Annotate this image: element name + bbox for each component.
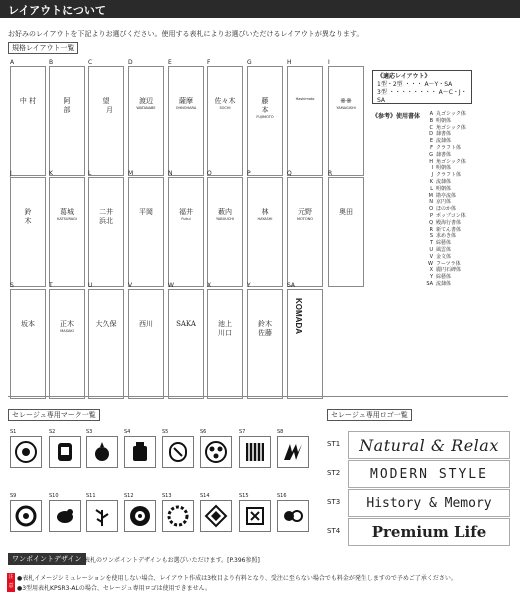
leaf-icon bbox=[166, 440, 190, 464]
layout-card-f[interactable] bbox=[207, 66, 243, 176]
reference-font-name: 綜藝体 bbox=[436, 240, 452, 247]
marks-section-title: セレージュ専用マーク一覧 bbox=[8, 409, 100, 421]
layout-card-k[interactable] bbox=[49, 177, 85, 287]
bottle-icon bbox=[128, 440, 152, 464]
layout-code-label: E bbox=[168, 59, 172, 66]
layout-card-q[interactable] bbox=[287, 177, 323, 287]
layout-code-label: O bbox=[207, 170, 212, 177]
reference-font-item bbox=[424, 118, 451, 124]
layout-card-p[interactable] bbox=[247, 177, 283, 287]
layout-sample-text: ※※ bbox=[340, 97, 352, 105]
layout-card-n[interactable] bbox=[168, 177, 204, 287]
reference-code: C bbox=[429, 124, 433, 131]
mark-s16[interactable] bbox=[277, 500, 309, 532]
reference-code: Q bbox=[429, 219, 433, 226]
notice-line-2: ●3型用表札KPSR3-ALの場合、セレージュ専用ロゴは使用できません。 bbox=[17, 585, 212, 592]
reference-font-item bbox=[424, 111, 466, 117]
layout-code-label: N bbox=[168, 170, 173, 177]
layout-sample-roman: KATSURAGI bbox=[57, 217, 77, 221]
layout-code-label: I bbox=[328, 59, 330, 66]
wreath-icon bbox=[166, 504, 190, 528]
layout-card-a[interactable] bbox=[10, 66, 46, 176]
mark-code-label: S13 bbox=[162, 493, 172, 499]
layout-card-sa[interactable] bbox=[287, 289, 323, 399]
reference-font-name: クラフト体 bbox=[436, 145, 462, 151]
applicable-title: 《適応レイアウト》 bbox=[377, 73, 431, 80]
layout-code-label: P bbox=[247, 170, 251, 177]
logo-text: Natural & Relax bbox=[359, 436, 499, 455]
layout-code-label: F bbox=[207, 59, 211, 66]
logo-st3[interactable] bbox=[348, 489, 510, 517]
mark-s14[interactable] bbox=[200, 500, 232, 532]
reference-code: V bbox=[429, 253, 433, 260]
reference-code: H bbox=[429, 158, 433, 165]
notice-badge: 注意 bbox=[7, 573, 15, 592]
reference-code: D bbox=[429, 131, 433, 138]
reference-font-name: 明朝体 bbox=[436, 165, 452, 172]
layout-sample-roman: MOTONO bbox=[296, 217, 314, 221]
flowers-icon bbox=[281, 504, 305, 528]
layout-card-g[interactable] bbox=[247, 66, 283, 176]
reference-font-item bbox=[424, 152, 451, 158]
layout-sample-text: 佐々木 bbox=[214, 97, 236, 105]
logos-section-title: セレージュ専用ロゴ一覧 bbox=[327, 409, 412, 421]
applicable-line-2: 3型 ・・・・・・・・ A～C・J・SA bbox=[377, 89, 467, 104]
reference-font-name: 角ゴシック体 bbox=[436, 124, 466, 131]
reference-font-name: 求めき体 bbox=[436, 233, 457, 240]
mark-code-label: S1 bbox=[10, 429, 17, 435]
layout-sample-text: 坂本 bbox=[21, 320, 35, 328]
reference-code: X bbox=[429, 267, 433, 274]
reference-font-name: 明朝体 bbox=[436, 185, 452, 192]
reference-code: E bbox=[429, 138, 433, 145]
mark-s15[interactable] bbox=[239, 500, 271, 532]
layout-code-label: R bbox=[328, 170, 333, 177]
reference-font-item bbox=[424, 125, 466, 131]
reference-title: 《参考》使用書体 bbox=[372, 113, 421, 120]
mark-code-label: S5 bbox=[162, 429, 169, 435]
dots-icon bbox=[204, 440, 228, 464]
layout-card-u[interactable] bbox=[88, 289, 124, 399]
reference-font-item bbox=[424, 159, 466, 165]
layout-code-label: S bbox=[10, 282, 14, 289]
notice-line-1: ●表札イメージシミュレーションを使用しない場合、レイアウト作成は3枚目より有料となり、受注に至らない場合でも料金が発生しますので予めご了承ください。 bbox=[17, 575, 457, 582]
logo-st1[interactable] bbox=[348, 431, 510, 459]
layout-sample-text: SAKA bbox=[176, 320, 196, 328]
layout-sample-text: 二井 浜北 bbox=[99, 208, 113, 225]
reference-font-name: フーツラ体 bbox=[436, 260, 461, 267]
reference-font-item bbox=[424, 261, 461, 267]
reference-code: P bbox=[429, 213, 433, 219]
layout-sample-text: 正木 bbox=[60, 320, 74, 328]
reference-font-name: 京円体 bbox=[436, 199, 452, 206]
layout-sample-text: 中 村 bbox=[19, 97, 37, 105]
reference-code: B bbox=[429, 117, 433, 124]
reference-code: M bbox=[428, 192, 433, 199]
layout-code-label: Y bbox=[247, 282, 251, 289]
layout-sample-text: 薮内 bbox=[218, 208, 232, 216]
reference-font-item bbox=[424, 213, 466, 219]
reference-font-name: 丸ゴシック体 bbox=[436, 111, 466, 117]
layout-code-label: X bbox=[207, 282, 212, 289]
layout-code-label: C bbox=[88, 59, 93, 66]
reference-font-name: 麗円石碑体 bbox=[436, 267, 462, 274]
reference-font-name: ポップコン体 bbox=[436, 213, 466, 219]
reference-code: J bbox=[431, 172, 433, 179]
bird-icon bbox=[53, 504, 77, 528]
layout-sample-text: 池上 川口 bbox=[218, 320, 232, 337]
layout-card-d[interactable] bbox=[128, 66, 164, 176]
layout-code-label: H bbox=[287, 59, 292, 66]
logo-text: History & Memory bbox=[366, 496, 492, 511]
layout-card-s[interactable] bbox=[10, 289, 46, 399]
logo-st2[interactable] bbox=[348, 460, 510, 488]
reference-font-name: 流隷体 bbox=[436, 281, 452, 287]
layout-card-r[interactable] bbox=[328, 177, 364, 287]
layout-sample-text: 奥田 bbox=[339, 208, 353, 216]
wave-icon bbox=[281, 440, 305, 464]
reference-font-item bbox=[424, 186, 451, 192]
layout-code-label: SA bbox=[287, 282, 296, 289]
layout-sample-text: 西川 bbox=[139, 320, 153, 328]
logo-code-label: ST4 bbox=[327, 527, 341, 535]
layout-sample-roman: SOCHI bbox=[219, 106, 231, 110]
layout-section-title: 規格レイアウト一覧 bbox=[8, 42, 78, 54]
reference-font-item bbox=[424, 233, 456, 239]
reference-font-item bbox=[424, 172, 461, 178]
mark-s11[interactable] bbox=[86, 500, 118, 532]
reference-code: T bbox=[429, 240, 433, 247]
layout-sample-roman: WATANABE bbox=[136, 106, 156, 110]
ring-icon bbox=[14, 504, 38, 528]
reference-font-name: 隷書体 bbox=[436, 151, 452, 158]
reference-code: S bbox=[429, 233, 433, 240]
applicable-layout-box bbox=[372, 70, 472, 104]
layout-card-e[interactable] bbox=[168, 66, 204, 176]
mark-code-label: S6 bbox=[200, 429, 207, 435]
layout-code-label: B bbox=[49, 59, 54, 66]
reference-font-name: 隷書体 bbox=[436, 131, 452, 138]
mark-s4[interactable] bbox=[124, 436, 156, 468]
layout-sample-text: 元野 bbox=[298, 208, 312, 216]
layout-card-m[interactable] bbox=[128, 177, 164, 287]
onepoint-section-title: ワンポイントデザイン bbox=[8, 553, 86, 565]
layout-sample-roman: Hashimoto bbox=[295, 97, 315, 101]
reference-font-name: 風雲体 bbox=[436, 247, 452, 253]
mark-code-label: S14 bbox=[200, 493, 210, 499]
reference-code: K bbox=[429, 179, 433, 185]
reference-font-item bbox=[424, 267, 461, 273]
mark-code-label: S16 bbox=[277, 493, 287, 499]
layout-card-o[interactable] bbox=[207, 177, 243, 287]
mark-code-label: S8 bbox=[277, 429, 284, 435]
reference-font-item bbox=[424, 254, 451, 260]
logo-text: MODERN STYLE bbox=[370, 467, 488, 482]
layout-sample-text: 望 月 bbox=[102, 97, 113, 114]
layout-sample-roman: MASAKI bbox=[60, 329, 74, 333]
reference-font-name: 勘亭流体 bbox=[436, 192, 457, 199]
mark-code-label: S10 bbox=[49, 493, 59, 499]
reference-font-name: 角ゴシック体 bbox=[436, 158, 466, 165]
reference-font-name: 新てん書体 bbox=[436, 226, 462, 233]
layout-card-b[interactable] bbox=[49, 66, 85, 176]
layout-card-v[interactable] bbox=[128, 289, 164, 399]
reference-font-item bbox=[424, 131, 451, 137]
mark-code-label: S11 bbox=[86, 493, 96, 499]
layout-sample-text: 大久保 bbox=[95, 320, 117, 328]
reference-font-item bbox=[424, 138, 451, 144]
logo-st4[interactable] bbox=[348, 518, 510, 546]
diamond-icon bbox=[204, 504, 228, 528]
flower-icon bbox=[14, 440, 38, 464]
layout-card-c[interactable] bbox=[88, 66, 124, 176]
layout-sample-roman: OHNOHARA bbox=[175, 106, 197, 110]
mark-code-label: S9 bbox=[10, 493, 17, 499]
applicable-line-1: 1型・2型 ・・・ A～Y・SA bbox=[377, 81, 453, 88]
rose-icon bbox=[128, 504, 152, 528]
onepoint-note: 表札のワンポイントデザインもお選びいただけます。[P.396参照] bbox=[84, 557, 260, 564]
layout-sample-text: KOMADA bbox=[294, 298, 303, 334]
mark-s12[interactable] bbox=[124, 500, 156, 532]
layout-code-label: J bbox=[10, 170, 12, 177]
mark-code-label: S7 bbox=[239, 429, 246, 435]
layout-code-label: K bbox=[49, 170, 53, 177]
layout-sample-roman: Fukui bbox=[181, 217, 191, 221]
layout-code-label: W bbox=[168, 282, 174, 289]
reference-font-name: ほのか体 bbox=[436, 206, 457, 213]
logo-code-label: ST1 bbox=[327, 440, 341, 448]
mark-s13[interactable] bbox=[162, 500, 194, 532]
layout-sample-text: 藤 本 bbox=[261, 97, 269, 114]
fruit-icon bbox=[90, 440, 114, 464]
layout-card-t[interactable] bbox=[49, 289, 85, 399]
layout-sample-text: 渡辺 bbox=[139, 97, 153, 105]
layout-sample-text: 葛城 bbox=[60, 208, 74, 216]
layout-card-y[interactable] bbox=[247, 289, 283, 399]
reference-font-name: 明朝体 bbox=[436, 117, 452, 124]
logo-text: Premium Life bbox=[371, 523, 487, 541]
reference-font-item bbox=[424, 220, 461, 226]
layout-sample-text: 福井 bbox=[179, 208, 193, 216]
reference-font-item bbox=[424, 145, 461, 151]
layout-code-label: A bbox=[10, 59, 15, 66]
mark-code-label: S2 bbox=[49, 429, 56, 435]
mark-s9[interactable] bbox=[10, 500, 42, 532]
reference-font-item bbox=[424, 165, 451, 171]
layout-code-label: M bbox=[128, 170, 134, 177]
layout-code-label: L bbox=[88, 170, 92, 177]
reference-font-item bbox=[424, 274, 451, 280]
mark-s2[interactable] bbox=[49, 436, 81, 468]
branch-icon bbox=[90, 504, 114, 528]
page-title: レイアウトについて bbox=[8, 4, 106, 17]
reference-font-name: 綜藝体 bbox=[436, 274, 452, 281]
mark-code-label: S4 bbox=[124, 429, 131, 435]
reference-font-item bbox=[424, 193, 456, 199]
layout-sample-text: 鈴木 佐藤 bbox=[258, 320, 272, 337]
layout-sample-text: 阿 部 bbox=[63, 97, 71, 114]
reference-font-item bbox=[424, 227, 461, 233]
reference-code: Y bbox=[429, 274, 433, 281]
reference-font-item bbox=[424, 206, 456, 212]
jar-icon bbox=[53, 440, 77, 464]
mark-s8[interactable] bbox=[277, 436, 309, 468]
layout-sample-text: 林 bbox=[261, 208, 269, 216]
mark-s10[interactable] bbox=[49, 500, 81, 532]
reference-font-item bbox=[424, 247, 451, 253]
reference-code: SA bbox=[426, 281, 433, 287]
mark-s6[interactable] bbox=[200, 436, 232, 468]
layout-sample-text: 平岡 bbox=[139, 208, 153, 216]
intro-text: お好みのレイアウトを下記よりお選びください。使用する表札によりお選びいただけるレイアウトが異なります。 bbox=[8, 30, 364, 38]
reference-font-name: 殿海行書体 bbox=[436, 219, 462, 226]
layout-code-label: G bbox=[247, 59, 252, 66]
layout-sample-roman: FUJIMOTO bbox=[256, 115, 274, 119]
reference-code: W bbox=[428, 260, 433, 267]
reference-code: O bbox=[429, 206, 433, 213]
reference-code: U bbox=[429, 247, 433, 253]
layout-code-label: U bbox=[88, 282, 93, 289]
layout-card-h[interactable] bbox=[287, 66, 323, 176]
mark-s5[interactable] bbox=[162, 436, 194, 468]
layout-card-x[interactable] bbox=[207, 289, 243, 399]
mark-code-label: S12 bbox=[124, 493, 134, 499]
layout-sample-text: 鈴 木 bbox=[24, 208, 32, 225]
layout-code-label: T bbox=[49, 282, 53, 289]
reference-font-name: クラフト体 bbox=[436, 172, 462, 179]
layout-sample-roman: YABUUCHI bbox=[216, 217, 234, 221]
layout-sample-roman: HAYASHI bbox=[257, 217, 273, 221]
reference-font-item bbox=[424, 179, 451, 185]
reference-code: L bbox=[430, 185, 433, 192]
reference-font-name: 金文体 bbox=[436, 253, 452, 260]
layout-code-label: V bbox=[128, 282, 133, 289]
divider bbox=[8, 396, 508, 397]
reference-code: I bbox=[431, 165, 433, 172]
reference-code: F bbox=[430, 145, 433, 151]
mark-s3[interactable] bbox=[86, 436, 118, 468]
pattern-icon bbox=[243, 504, 267, 528]
layout-sample-roman: YAMAGISHI bbox=[336, 106, 356, 110]
logo-code-label: ST3 bbox=[327, 498, 341, 506]
reference-font-item bbox=[424, 199, 451, 205]
layout-card-l[interactable] bbox=[88, 177, 124, 287]
reference-font-name: 流隷体 bbox=[436, 138, 452, 145]
reference-code: R bbox=[429, 226, 433, 233]
mark-code-label: S3 bbox=[86, 429, 93, 435]
page-header bbox=[0, 0, 520, 18]
layout-sample-text: 薩摩 bbox=[179, 97, 193, 105]
reference-font-item bbox=[424, 281, 451, 287]
mark-code-label: S15 bbox=[239, 493, 249, 499]
layout-card-j[interactable] bbox=[10, 177, 46, 287]
reference-code: A bbox=[429, 111, 433, 117]
mark-s7[interactable] bbox=[239, 436, 271, 468]
mark-s1[interactable] bbox=[10, 436, 42, 468]
stripes-icon bbox=[243, 440, 267, 464]
reference-code: N bbox=[429, 199, 433, 206]
layout-code-label: D bbox=[128, 59, 133, 66]
layout-card-i[interactable] bbox=[328, 66, 364, 176]
reference-font-name: 流隷体 bbox=[436, 179, 452, 185]
reference-code: G bbox=[429, 151, 433, 158]
logo-code-label: ST2 bbox=[327, 469, 341, 477]
reference-font-item bbox=[424, 240, 451, 246]
layout-card-w[interactable] bbox=[168, 289, 204, 399]
layout-code-label: Q bbox=[287, 170, 292, 177]
